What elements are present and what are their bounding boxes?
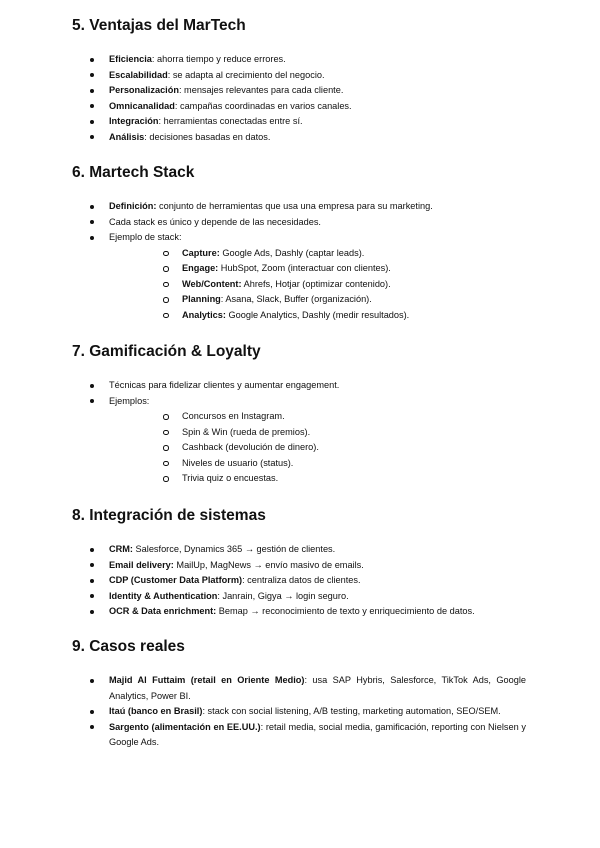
item-term: Engage: bbox=[182, 263, 219, 273]
list-item bbox=[72, 230, 532, 323]
sub-list bbox=[109, 246, 532, 324]
item-term: Eficiencia bbox=[109, 54, 152, 64]
item-term: CRM: bbox=[109, 544, 133, 554]
list-item bbox=[72, 704, 532, 720]
item-term: Majid Al Futtaim (retail en Oriente Medio) bbox=[109, 675, 305, 685]
item-term: Analytics: bbox=[182, 309, 226, 320]
item-text: : campañas coordinadas en varios canales. bbox=[174, 100, 352, 111]
sub-list-item bbox=[109, 308, 532, 324]
section-integracion bbox=[72, 505, 532, 620]
item-text: Técnicas para fidelizar clientes y aumentar engagement. bbox=[109, 380, 340, 390]
item-term: Personalización bbox=[109, 85, 179, 95]
sub-list-item bbox=[109, 261, 532, 277]
list-item bbox=[72, 52, 532, 68]
sub-list-item: Niveles de usuario (status). bbox=[109, 456, 532, 472]
item-term: Omnicanalidad bbox=[109, 100, 175, 111]
item-term: Web/Content: bbox=[182, 278, 242, 289]
item-text: HubSpot, Zoom (interactuar con clientes). bbox=[218, 263, 391, 273]
item-text: Cada stack es único y depende de las necesidades. bbox=[109, 216, 321, 227]
list-item bbox=[72, 199, 532, 215]
section-ventajas bbox=[72, 15, 532, 145]
bullet-list bbox=[72, 52, 532, 145]
list-item bbox=[72, 83, 532, 99]
section-heading: 8. Integración de sistemas bbox=[72, 507, 266, 524]
item-text: conjunto de herramientas que usa una empresa para su marketing. bbox=[156, 201, 433, 211]
item-text: Salesforce, Dynamics 365 → gestión de clientes. bbox=[132, 544, 336, 554]
item-term: Planning bbox=[182, 294, 221, 304]
list-item bbox=[72, 394, 532, 487]
item-text: : Janrain, Gigya → login seguro. bbox=[217, 590, 349, 601]
item-term: OCR & Data enrichment: bbox=[109, 606, 217, 616]
list-item bbox=[72, 215, 532, 231]
sub-list-item: Spin & Win (rueda de premios). bbox=[109, 425, 532, 441]
item-text: : stack con social listening, A/B testing, marketing automation, SEO/SEM. bbox=[202, 706, 501, 716]
sub-list bbox=[109, 409, 532, 487]
sub-list-item bbox=[109, 246, 532, 262]
item-term: Análisis bbox=[109, 131, 145, 142]
item-text: : herramientas conectadas entre sí. bbox=[158, 116, 303, 126]
item-text: : usa SAP Hybris, Salesforce, TikTok Ads, Google Analytics, Power BI. bbox=[109, 675, 526, 701]
item-text: : mensajes relevantes para cada cliente. bbox=[178, 85, 344, 95]
section-gamificacion bbox=[72, 341, 532, 487]
item-term: Integración bbox=[109, 116, 159, 126]
list-item bbox=[72, 558, 532, 574]
item-text: MailUp, MagNews → envío masivo de emails. bbox=[173, 559, 364, 570]
item-text: : Asana, Slack, Buffer (organización). bbox=[220, 294, 372, 304]
sub-list-item: Cashback (devolución de dinero). bbox=[109, 440, 532, 456]
item-term: Capture: bbox=[182, 247, 220, 258]
item-text: Google Analytics, Dashly (medir resultados). bbox=[225, 309, 410, 320]
item-text: : ahorra tiempo y reduce errores. bbox=[151, 54, 286, 64]
section-casos-reales bbox=[72, 636, 532, 751]
sub-list-item bbox=[109, 277, 532, 293]
item-term: Escalabilidad bbox=[109, 69, 168, 80]
item-text: Ejemplo de stack: bbox=[109, 232, 182, 242]
sub-list-item: Concursos en Instagram. bbox=[109, 409, 532, 425]
item-text: : decisiones basadas en datos. bbox=[144, 131, 271, 142]
list-item bbox=[72, 573, 532, 589]
list-item bbox=[72, 378, 532, 394]
item-term: Email delivery: bbox=[109, 559, 174, 570]
bullet-list bbox=[72, 199, 532, 323]
sub-list-item: Trivia quiz o encuestas. bbox=[109, 471, 532, 487]
sub-list-item bbox=[109, 292, 532, 308]
item-text: Google Ads, Dashly (captar leads). bbox=[219, 247, 365, 258]
section-heading: 7. Gamificación & Loyalty bbox=[72, 343, 261, 360]
item-text: Ahrefs, Hotjar (optimizar contenido). bbox=[241, 278, 391, 289]
list-item bbox=[72, 99, 532, 115]
section-heading: 9. Casos reales bbox=[72, 638, 185, 655]
list-item bbox=[72, 130, 532, 146]
item-text: : centraliza datos de clientes. bbox=[242, 575, 361, 585]
item-text: : retail media, social media, gamificación, reporting con Nielsen y Google Ads. bbox=[109, 721, 526, 747]
section-heading: 5. Ventajas del MarTech bbox=[72, 17, 246, 34]
item-text: Bemap → reconocimiento de texto y enriquecimiento de datos. bbox=[216, 606, 475, 616]
item-term: Sargento (alimentación en EE.UU.) bbox=[109, 721, 261, 732]
item-term: Identity & Authentication bbox=[109, 590, 218, 601]
bullet-list bbox=[72, 378, 532, 487]
list-item bbox=[72, 589, 532, 605]
section-martech-stack bbox=[72, 162, 532, 323]
item-term: CDP (Customer Data Platform) bbox=[109, 575, 243, 585]
list-item bbox=[72, 542, 532, 558]
bullet-list bbox=[72, 542, 532, 620]
item-term: Itaú (banco en Brasil) bbox=[109, 706, 203, 716]
list-item bbox=[72, 720, 532, 751]
list-item bbox=[72, 114, 532, 130]
item-term: Definición: bbox=[109, 201, 157, 211]
section-heading: 6. Martech Stack bbox=[72, 164, 195, 181]
item-text: : se adapta al crecimiento del negocio. bbox=[167, 69, 325, 80]
bullet-list bbox=[72, 673, 532, 751]
list-item bbox=[72, 673, 532, 704]
list-item bbox=[72, 68, 532, 84]
list-item bbox=[72, 604, 532, 620]
item-text: Ejemplos: bbox=[109, 395, 150, 406]
